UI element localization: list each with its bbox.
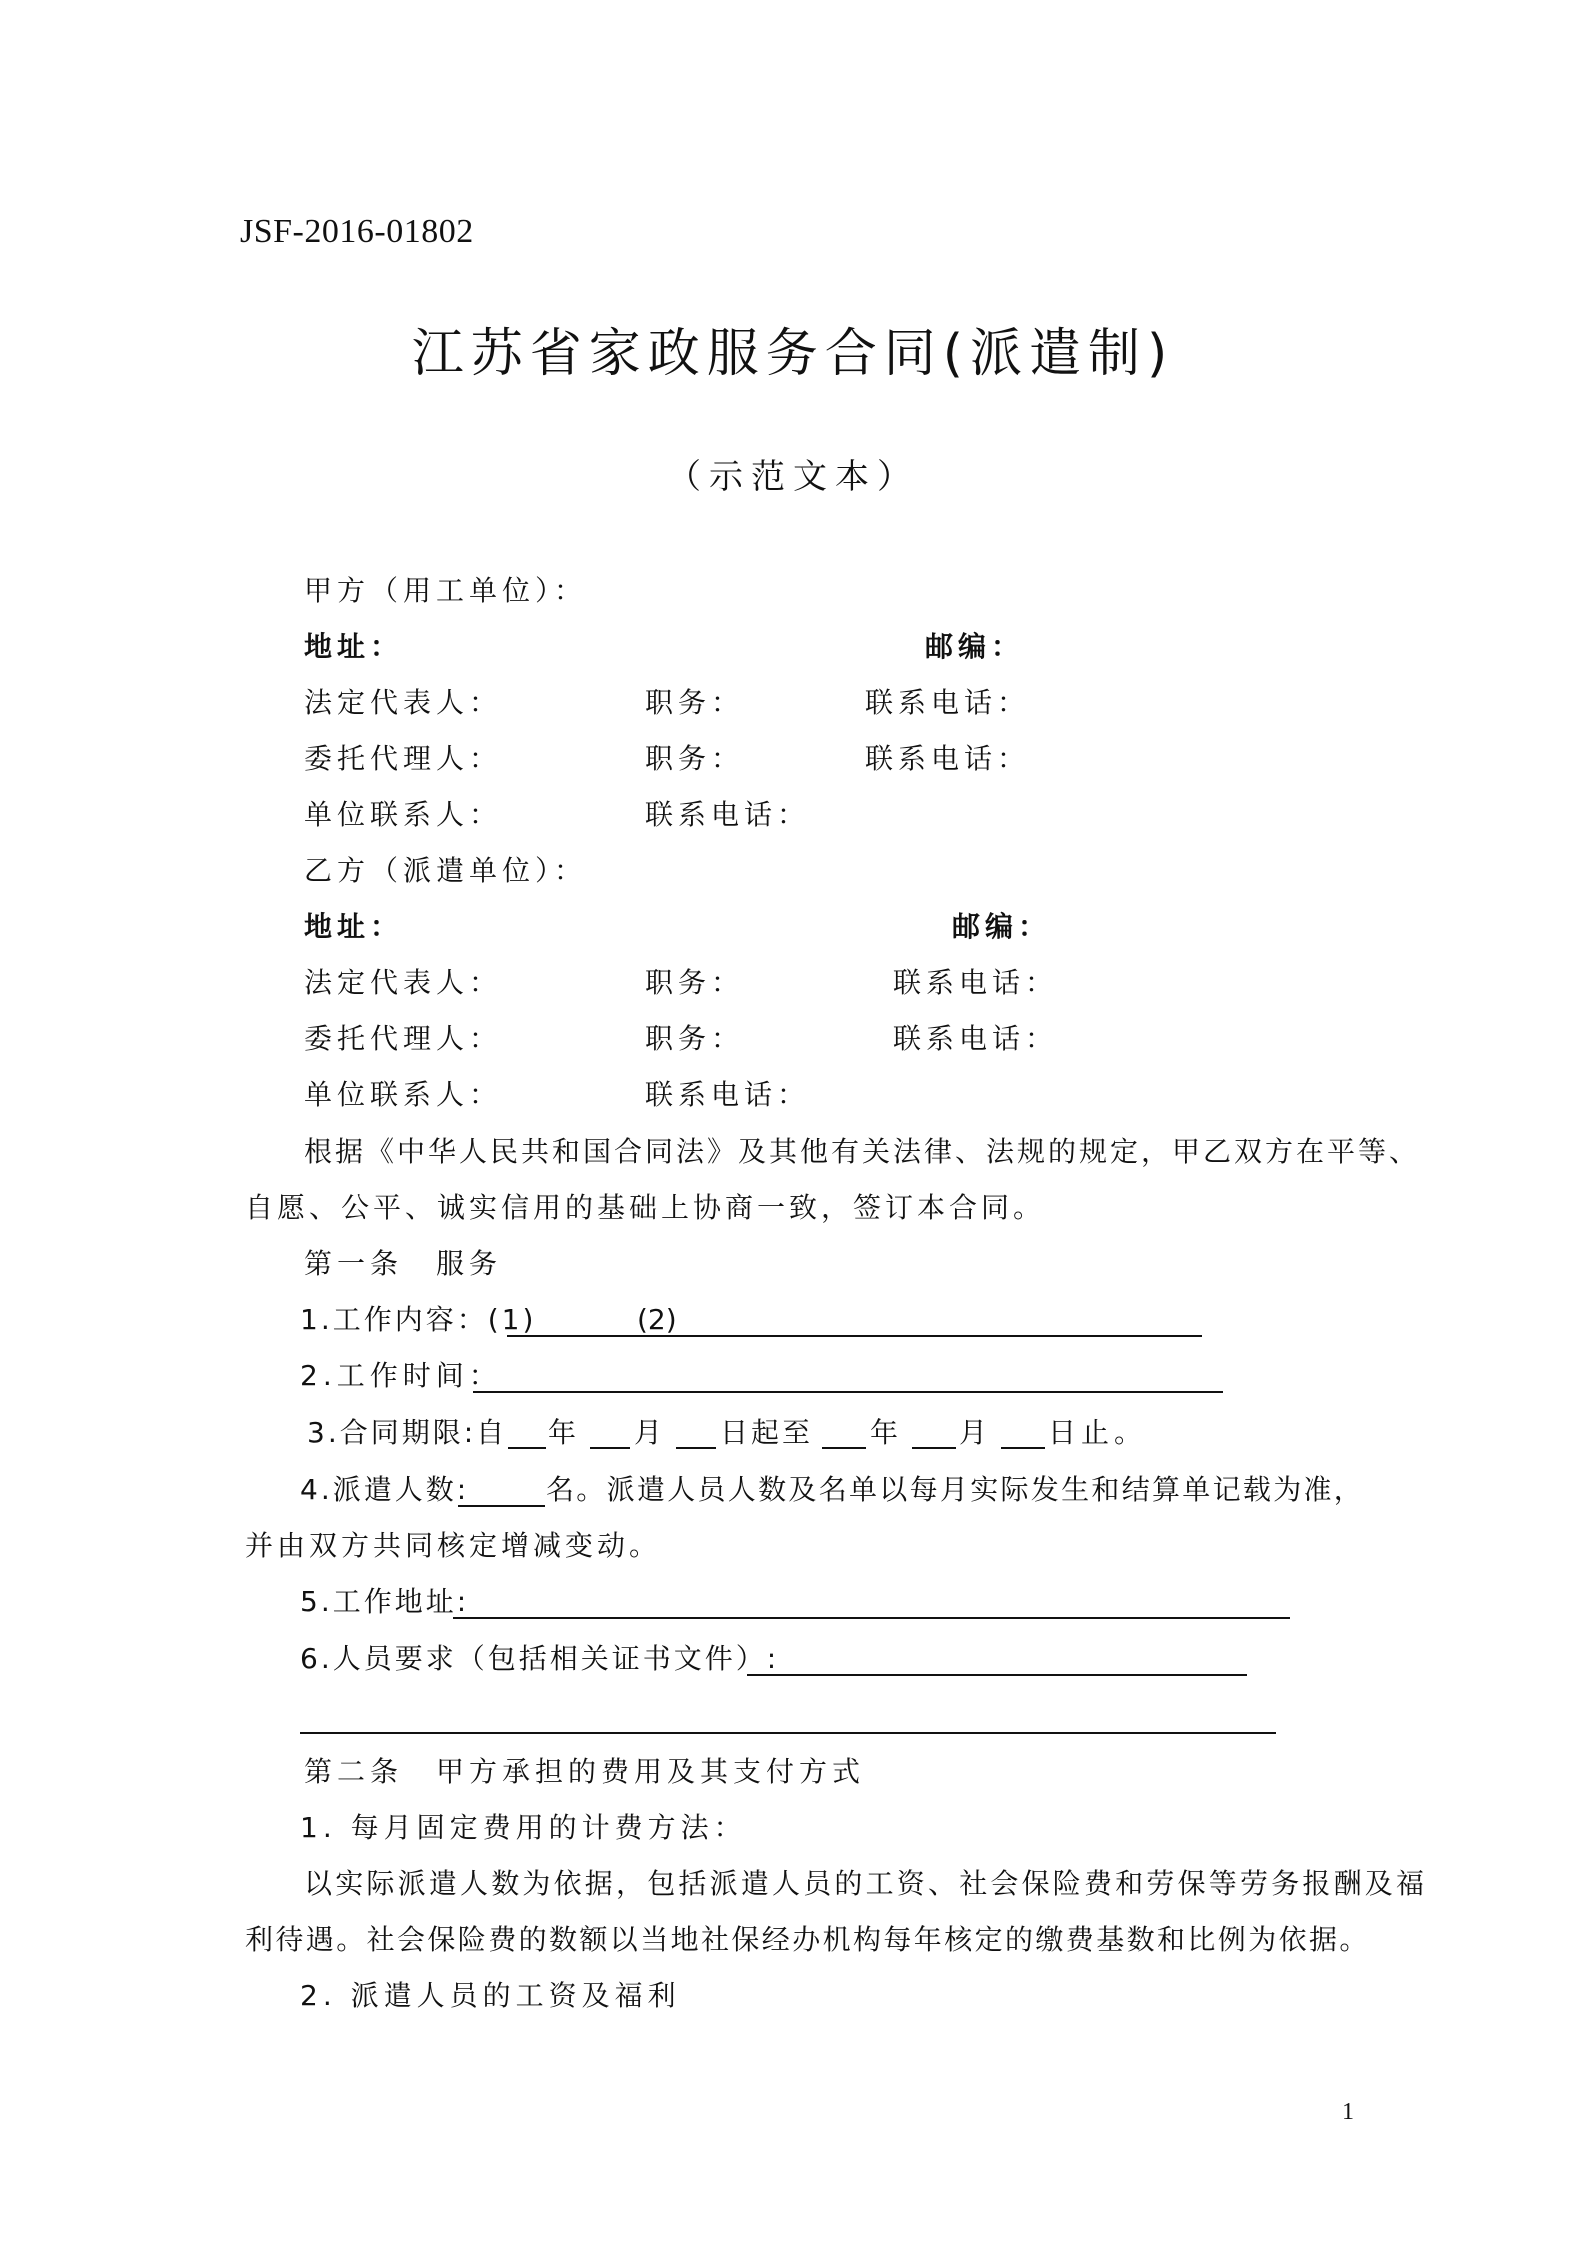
party-a-contact-phone-label: 联系电话： — [645, 798, 811, 831]
term-end-day-unit: 日止。 — [1048, 1416, 1148, 1449]
term-start-day-blank — [676, 1447, 716, 1449]
term-start-month-blank — [590, 1447, 630, 1449]
party-b-postcode-label: 邮编： — [952, 910, 1052, 943]
party-b-contact-label: 单位联系人： — [304, 1078, 503, 1111]
fixed-fee-method: 1. 每月固定费用的计费方法： — [300, 1811, 747, 1844]
contract-term-prefix: 3.合同期限:自 — [307, 1416, 508, 1449]
dispatch-count-prefix: 4.派遣人数: — [300, 1473, 470, 1506]
term-start-year-blank — [508, 1447, 546, 1449]
document-number: JSF-2016-01802 — [240, 213, 474, 250]
party-a-postcode-label: 邮编： — [925, 630, 1025, 663]
party-b-heading: 乙方（派遣单位）： — [304, 854, 588, 887]
term-start-month-unit: 月 — [634, 1416, 668, 1449]
dispatch-count-line-2: 并由双方共同核定增减变动。 — [245, 1529, 662, 1562]
article-2-heading: 第二条 甲方承担的费用及其支付方式 — [304, 1755, 866, 1788]
party-a-heading: 甲方（用工单位）： — [304, 574, 588, 607]
party-a-legal-rep-position-label: 职务： — [645, 686, 745, 719]
contract-title: 江苏省家政服务合同(派遣制) — [411, 324, 1175, 384]
term-end-day-blank — [1001, 1447, 1045, 1449]
party-b-agent-position-label: 职务： — [645, 1022, 745, 1055]
term-end-month-blank — [912, 1447, 956, 1449]
party-b-legal-rep-label: 法定代表人： — [304, 966, 503, 999]
party-a-address-label: 地址： — [304, 630, 404, 663]
work-time-underline — [473, 1391, 1223, 1393]
dispatch-count-rest: 名。派遣人员人数及名单以每月实际发生和结算单记载为准， — [546, 1473, 1365, 1506]
personnel-requirements-label: 6.人员要求（包括相关证书文件）: — [300, 1642, 780, 1675]
contract-subtitle: （示范文本） — [667, 457, 919, 497]
work-content-label: 1.工作内容：(1) — [300, 1303, 537, 1336]
work-address-label: 5.工作地址: — [300, 1585, 470, 1618]
work-address-underline — [453, 1617, 1290, 1619]
work-content-item-2-marker: (2) — [637, 1303, 677, 1336]
preamble-line-2: 自愿、公平、诚实信用的基础上协商一致，签订本合同。 — [245, 1191, 1046, 1224]
term-end-year-blank — [822, 1447, 866, 1449]
term-start-year-unit: 年 — [548, 1416, 582, 1449]
term-end-year-unit: 年 — [870, 1416, 904, 1449]
article-1-heading: 第一条 服务 — [304, 1247, 503, 1280]
personnel-requirements-underline — [747, 1674, 1247, 1676]
party-b-legal-rep-phone-label: 联系电话： — [893, 966, 1059, 999]
fee-paragraph-line-1: 以实际派遣人数为依据，包括派遣人员的工资、社会保险费和劳保等劳务报酬及福 — [304, 1867, 1428, 1900]
wages-and-benefits: 2. 派遣人员的工资及福利 — [300, 1979, 681, 2012]
term-end-month-unit: 月 — [959, 1416, 993, 1449]
dispatch-count-blank — [458, 1505, 545, 1507]
fee-paragraph-line-2: 利待遇。社会保险费的数额以当地社保经办机构每年核定的缴费基数和比例为依据。 — [245, 1923, 1370, 1956]
work-time-label: 2.工作时间： — [300, 1359, 502, 1392]
personnel-requirements-underline-2 — [300, 1732, 1276, 1734]
party-b-address-label: 地址： — [304, 910, 404, 943]
page-number: 1 — [1342, 2099, 1354, 2125]
party-a-legal-rep-phone-label: 联系电话： — [865, 686, 1031, 719]
party-b-agent-phone-label: 联系电话： — [893, 1022, 1059, 1055]
party-a-agent-position-label: 职务： — [645, 742, 745, 775]
party-a-legal-rep-label: 法定代表人： — [304, 686, 503, 719]
party-a-agent-label: 委托代理人： — [304, 742, 503, 775]
preamble-line-1: 根据《中华人民共和国合同法》及其他有关法律、法规的规定，甲乙双方在平等、 — [304, 1135, 1421, 1168]
term-start-day-unit: 日起至 — [720, 1416, 814, 1449]
work-content-underline — [507, 1335, 1202, 1337]
party-b-agent-label: 委托代理人： — [304, 1022, 503, 1055]
party-a-contact-label: 单位联系人： — [304, 798, 503, 831]
party-a-agent-phone-label: 联系电话： — [865, 742, 1031, 775]
party-b-contact-phone-label: 联系电话： — [645, 1078, 811, 1111]
party-b-legal-rep-position-label: 职务： — [645, 966, 745, 999]
